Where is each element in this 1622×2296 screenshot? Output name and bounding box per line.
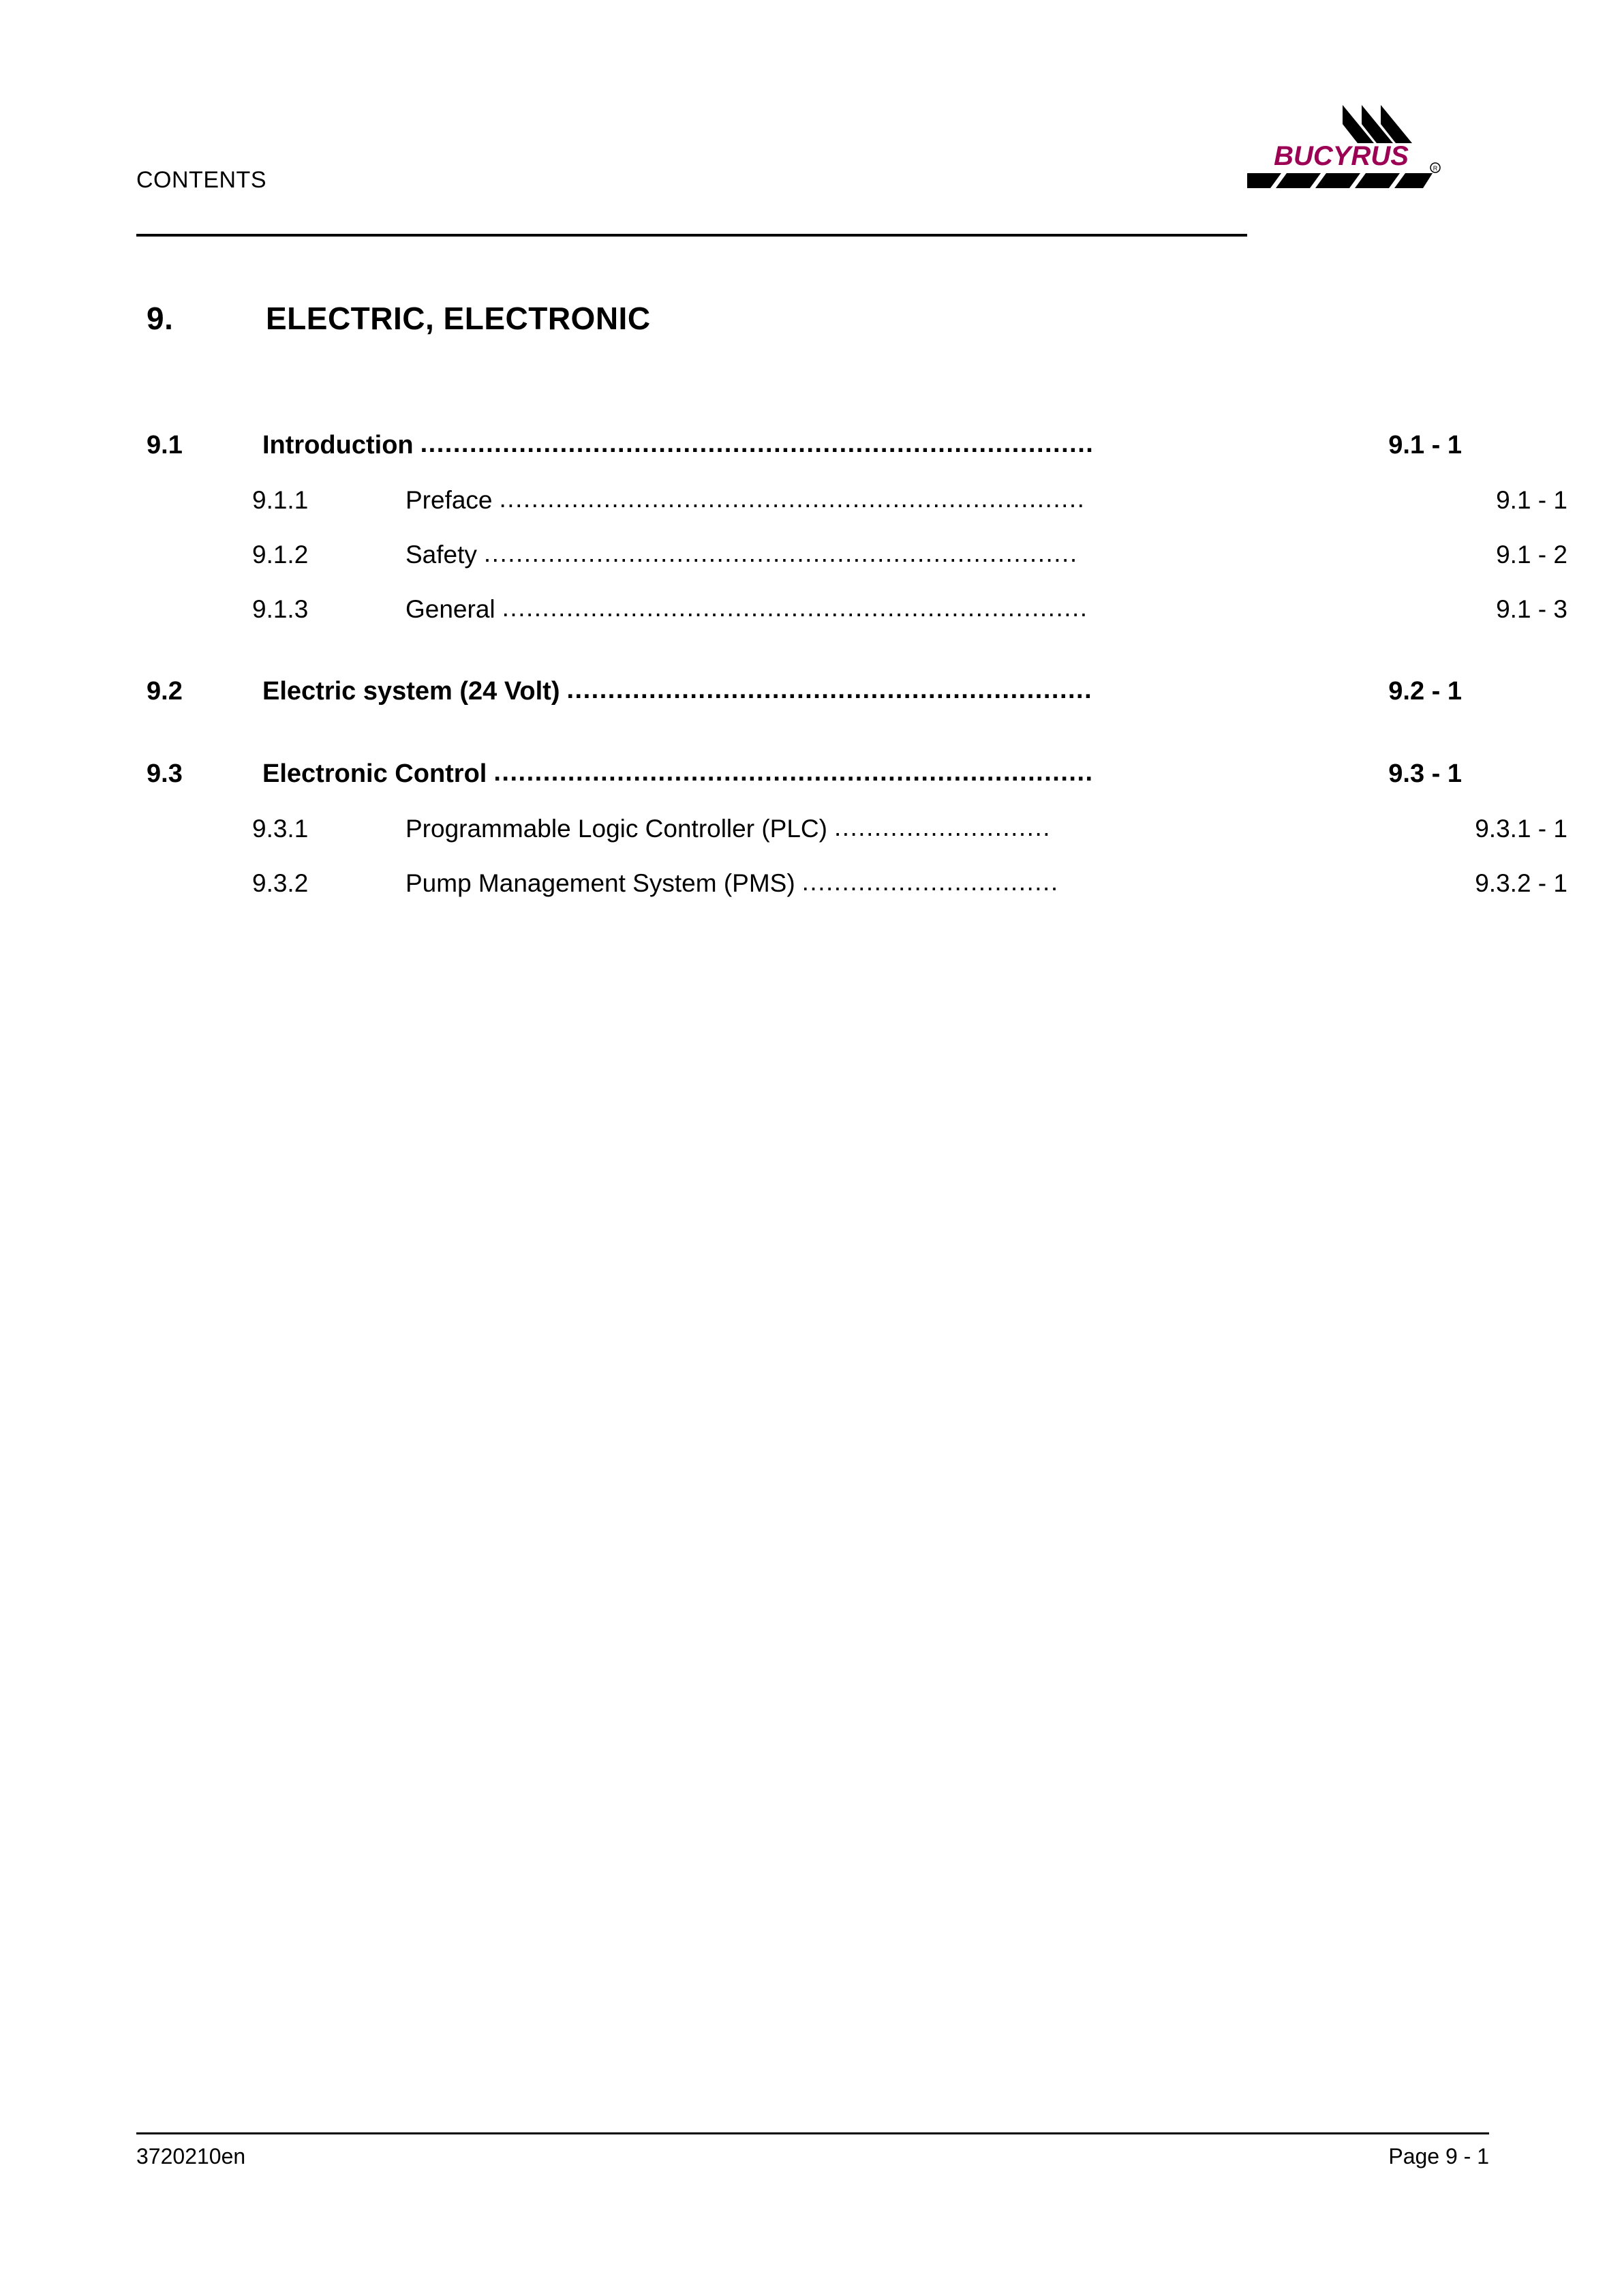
toc-entry-9-1[interactable] xyxy=(147,431,1462,460)
footer-page-number: Page 9 - 1 xyxy=(1388,2144,1489,2169)
toc-title: General xyxy=(406,595,495,623)
toc-leader-dots: .......................................................................... xyxy=(483,539,1078,567)
logo-wordmark: BUCYRUS xyxy=(1274,141,1409,171)
toc-entry-9-3-1[interactable] xyxy=(147,815,1567,843)
toc-title: Electric system (24 Volt) xyxy=(262,677,560,706)
toc-page: 9.3 - 1 xyxy=(1388,759,1462,788)
toc-number: 9.3.1 xyxy=(252,815,309,843)
footer-document-id: 3720210en xyxy=(136,2144,246,2169)
toc-leader-dots: ......................................................................... xyxy=(502,594,1088,622)
toc-page: 9.3.1 - 1 xyxy=(1475,815,1567,843)
toc-page: 9.3.2 - 1 xyxy=(1475,869,1567,897)
toc-entry-9-3-2[interactable] xyxy=(147,869,1567,898)
toc-entry-9-3[interactable] xyxy=(147,759,1462,789)
svg-text:R: R xyxy=(1433,165,1438,172)
toc-number: 9.1 xyxy=(147,431,183,459)
toc-leader-dots: ......................................................................... xyxy=(493,758,1094,787)
toc-entry-9-1-1[interactable] xyxy=(147,486,1567,515)
toc-number: 9.1.2 xyxy=(252,541,309,569)
footer-divider xyxy=(136,2132,1489,2134)
toc-page: 9.1 - 1 xyxy=(1388,431,1462,459)
bucyrus-logo xyxy=(1240,102,1445,191)
toc-title: Pump Management System (PMS) xyxy=(406,869,795,897)
toc-number: 9.3.2 xyxy=(252,869,309,897)
toc-number: 9.2 xyxy=(147,677,183,706)
toc-page: 9.1 - 3 xyxy=(1496,595,1567,623)
toc-page: 9.1 - 2 xyxy=(1496,541,1567,569)
table-of-contents xyxy=(147,395,1567,898)
toc-number: 9.1.1 xyxy=(252,486,309,514)
toc-page: 9.2 - 1 xyxy=(1388,677,1462,706)
toc-leader-dots: .................................................................................. xyxy=(420,429,1095,458)
toc-page: 9.1 - 1 xyxy=(1496,486,1567,514)
toc-number: 9.3 xyxy=(147,759,183,788)
toc-entry-9-1-2[interactable] xyxy=(147,541,1567,569)
toc-leader-dots: ................................ xyxy=(801,868,1059,896)
toc-entry-9-1-3[interactable] xyxy=(147,595,1567,624)
toc-title: Safety xyxy=(406,541,477,569)
header-divider xyxy=(136,234,1247,237)
toc-leader-dots: ........................... xyxy=(833,813,1052,841)
chapter-heading xyxy=(147,300,1441,337)
chapter-number: 9. xyxy=(147,301,174,336)
toc-title: Electronic Control xyxy=(262,759,487,788)
page-header xyxy=(136,147,1247,242)
toc-leader-dots: ................................................................ xyxy=(566,676,1093,704)
header-label: CONTENTS xyxy=(136,167,266,193)
toc-entry-9-2[interactable] xyxy=(147,677,1462,706)
mountain-icon xyxy=(1343,105,1412,143)
toc-title: Preface xyxy=(406,486,493,514)
base-bars-icon xyxy=(1247,173,1433,188)
toc-leader-dots: ......................................................................... xyxy=(499,485,1086,513)
toc-title: Programmable Logic Controller (PLC) xyxy=(406,815,827,843)
toc-number: 9.1.3 xyxy=(252,595,309,623)
toc-title: Introduction xyxy=(262,431,414,459)
chapter-title: ELECTRIC, ELECTRONIC xyxy=(266,301,651,336)
